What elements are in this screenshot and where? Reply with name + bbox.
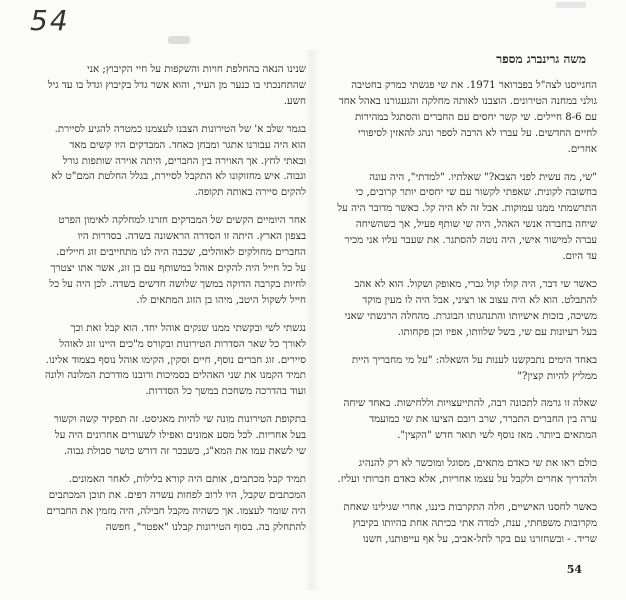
paragraph: שנינו הנאה בהחלפת חויות והשקפות על חיי הקיבוץ; אני שהתחנכתי בו כנער מן העיר, והוא אשר גדל בקיבוץ וגדל בו עד גיל חשע. xyxy=(47,64,306,107)
handwritten-page-number: 54 xyxy=(30,4,70,37)
author-heading: משה גרינברג מספר xyxy=(496,52,586,66)
paragraph: כאשר לחסנו האישיים, חלה התקרבות ביננו, אחרי שגילינו שאחת מקרובות משפחתי, ענת, למדה אתי בכיתה אחת בהיותו בקיבוץ שריד. - ובשחזרנו עם בקר לתל-אביב, על אף עייפותנו, חשנו xyxy=(343,501,597,545)
paragraph: נגשתי לשי ובקשתי ממנו שנקים אוהל יחד. הוא קבל זאת וכך לאורך כל שאר הסדרות הטירונות ובקורס מ"כים היינו זוג לאוהל סיירים. זוג חברים נוסף, חיים וסקין, הקימו אוהל נוסף בצמוד אלינו. תמיד הקמנו את שני האהלים בסמיכות ורובנו מודרכת המלונה ולונה ועוד בהדרכה משחכת במשך כל הסדרות. xyxy=(45,322,306,398)
paragraph: כאשר שי דבר, היה קולו קול גברי, מאופק ושקול. הוא לא אהב להתבלט. הוא לא היה עצוב או רציני, אבל היה לו מעין מוקד משיכה, בזכות אישיותו והתנהגותו הבוגרת. מהחלה הרגשתי שאני בעל רעיונות עם שי, בשל שלוותו, אפיו וכן פקחותו. xyxy=(344,278,597,338)
gutter xyxy=(305,50,319,590)
paragraph: אחר היומיים הקשים של המבדקים חזרנו למחלקה לאימון הפרט בצפון הארץ. היתה זו הסדרה הראשונה בשדה. בסדרות היו החברים מחולקים לאוהלים, שכבה היה לנו מתחייבים זוג חיילים. על כל חייל היה להקים אוהל במשותף עם בן זוג, אשר אתו יצטרך לחיות בקרבה הדוקה במשך שלושה חדשים בשדה. לכן היה על כל חייל לשקול היטב, מיהו בן הזוג המתאים לו. xyxy=(49,215,306,306)
paragraph: כולם ראו את שי כאדם מתאים, מסוגל ומוכשר לא רק להנהיג ולהדריך אחרים ולקבל על עצמו אחריות, אלא כאדם חברותי ועליז. xyxy=(337,458,597,486)
paragraph: "שי, מה עשית לפני הצבא?" שאלתיו. "למדתי", היה עונה בחשובה לקונית. שאפתי לקשור עם שי יחסים יותר קרובים, כי התרשמתי ממנו עמוקות. אבל זה לא היה קל. כאשר מדובר היה על שיחה בחברה אנשי האהל, היה שי שותף פעיל, אך כשהשיחה עברה למישור אישי, היה נוטה להסתגר. את שעבר עליו אני מכיר עד היום. xyxy=(337,171,597,263)
paragraph: החגייסנו לצה"ל בפברואר 1971. את שי פגשתי כמרק בחטיבה גולני במחנה הטירונים. הוצבנו לאותה מחלקה והגעגורנו באהל אחד עם 8-6 חיילים. שי קשר יחסים עם החברים והסתגל במהירות לחיים החדשים. על עברו לא הרבה לספר ונהג להאזין לסיפורי אחרים. xyxy=(338,80,597,155)
right-column xyxy=(335,64,597,560)
paragraph: שאלה זו גרמה לתכונה רבה, להתייעצויות וללחישות. באחד שיחה ערה בין החברים התברר, שרב רובם הציעו את שי כמועמד המתאים ביותר. מאז נוסף לשי תואר חדש "הקצין". xyxy=(343,398,597,442)
left-column xyxy=(44,62,306,548)
page-number: 54 xyxy=(566,563,582,576)
stamp-smudge xyxy=(168,36,190,44)
paragraph: תמיד קבל מכתבים, אותם היה קורא בלילות, לאחר האמונים. המכתבים שקבל, היו לרוב לפחות עשרה דפים. את תוכן המכתבים היה שומר לעצמו. אך כשהיה מקבל חבילה, היה מזמין את החברים להתחלק בה. בסוף הטירונות קבלנו "אפטר", חפשה xyxy=(46,473,306,533)
top-mark xyxy=(556,2,586,8)
paragraph: בגמר שלב א' של הטירונות הצבנו לעצמנו כמטרה להגיע לסיירת. הוא היה עבורנו אתגר ומבחן כאחד. המבדקים היו קשים מאד ובאתי לחץ. אך האוירה בין החברים, היתה אוירה שותפות גורל וגבוה. איש מחזוקונו לא התקבל לסיירת, בגלל החלטת המם"ט לא להקים סיירה באותה תקופה. xyxy=(51,123,306,199)
paragraph: בתקופת הטירונות מונה שי להיות מאגיסט. זה תפקיד קשה וקשור בעל אחריות. לכל מסע אמונים ואפילו לשעורים אחרונים היה על שי לשאת עמו את המא"ג, כשבכר זה דורש כושר סבולת גבוה. xyxy=(53,414,306,458)
paragraph: באחד הימים נתבקשנו לענות על השאלה: "על מי מחבריך היית ממליץ להיות קצין?" xyxy=(351,354,597,382)
